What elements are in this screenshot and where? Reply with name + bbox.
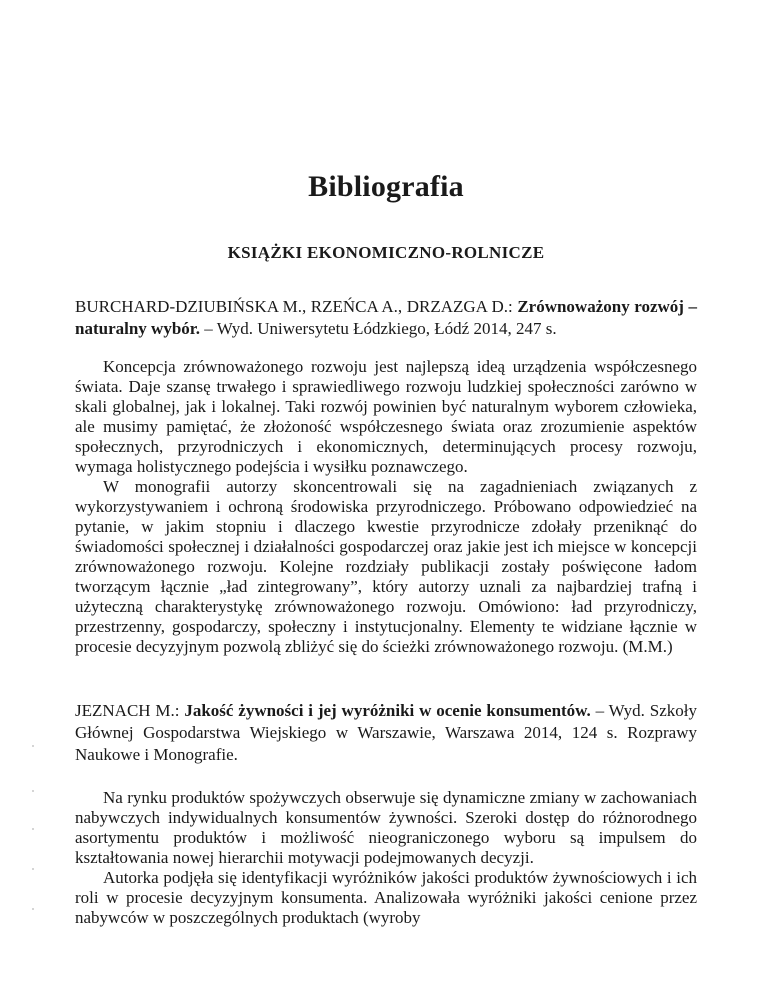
- margin-mark: [32, 828, 34, 830]
- entry-title: Jakość żywności i jej wyróżniki w ocenie konsumentów.: [184, 701, 591, 720]
- entry-authors: BURCHARD-DZIUBIŃSKA M., RZEŃCA A., DRZAZGA D.:: [75, 297, 518, 316]
- entry-publisher: – Wyd. Uniwersytetu Łódzkiego, Łódź 2014, 247 s.: [200, 319, 557, 338]
- review-paragraph: Na rynku produktów spożywczych obserwuje się dynamiczne zmiany w zachowaniach nabywczych indywidualnych konsumentów żywności. Szeroki dostęp do różnorodnego asortymentu produktów i możliwość nieograniczonego wyboru są impulsem do kształtowania nowej hierarchii motywacji podejmowanych decyzji.: [75, 788, 697, 867]
- entry-review: [75, 357, 697, 657]
- margin-mark: [32, 868, 34, 870]
- entry-citation: [75, 700, 697, 766]
- review-paragraph: Koncepcja zrównoważonego rozwoju jest najlepszą ideą urządzenia współczesnego świata. Daje szansę trwałego i sprawiedliwego rozwoju ludzkiej społeczności zarówno w skali globalnej, jak i lokalnej. Taki rozwój powinien być naturalnym wyborem człowieka, ale musimy pamiętać, że złożoność współczesnego świata oraz zrozumienie aspektów społecznych, przyrodniczych i ekonomicznych, determinujących procesy rozwoju, wymaga holistycznego podejścia i wysiłku poznawczego.: [75, 357, 697, 476]
- entry-authors: JEZNACH M.:: [75, 701, 185, 720]
- review-paragraph: W monografii autorzy skoncentrowali się na zagadnieniach związanych z wykorzystywaniem i ochroną środowiska przyrodniczego. Próbowano odpowiedzieć na pytanie, w jakim stopniu i dlaczego kwestie przyrodnicze zdołały przeniknąć do świadomości społecznej i działalności gospodarczej oraz jakie jest ich miejsce w koncepcji zrównoważonego rozwoju. Kolejne rozdziały publikacji zostały poświęcone ładom tworzącym łącznie „ład zintegrowany”, który autorzy uznali za najbardziej trafną i użyteczną charakterystykę zrównoważonego rozwoju. Omówiono: ład przyrodniczy, przestrzenny, gospodarczy, społeczny i instytucjonalny. Elementy te widziane łącznie w procesie decyzyjnym pozwolą zbliżyć się do ścieżki zrównoważonego rozwoju. (M.M.): [75, 477, 697, 656]
- margin-mark: [32, 745, 34, 747]
- margin-mark: [32, 908, 34, 910]
- entry-review: [75, 788, 697, 928]
- entry-title: Zrównoważony rozwój – naturalny wybór.: [75, 297, 697, 338]
- entry-publisher: – Wyd. Szkoły Głównej Gospodarstwa Wiejskiego w Warszawie, Warszawa 2014, 124 s. Rozprawy Naukowe i Monografie.: [75, 701, 697, 764]
- review-paragraph: Autorka podjęła się identyfikacji wyróżników jakości produktów żywnościowych i ich roli w procesie decyzyjnym konsumenta. Analizowała wyróżniki jakości cenione przez nabywców w poszczególnych produktach (wyroby: [75, 868, 697, 927]
- entry-citation: [75, 296, 697, 340]
- bibliography-entry: [75, 296, 697, 657]
- page-title: Bibliografia: [308, 170, 464, 203]
- bibliography-entry: [75, 700, 697, 928]
- section-heading: KSIĄŻKI EKONOMICZNO-ROLNICZE: [227, 243, 545, 262]
- margin-mark: [32, 790, 34, 792]
